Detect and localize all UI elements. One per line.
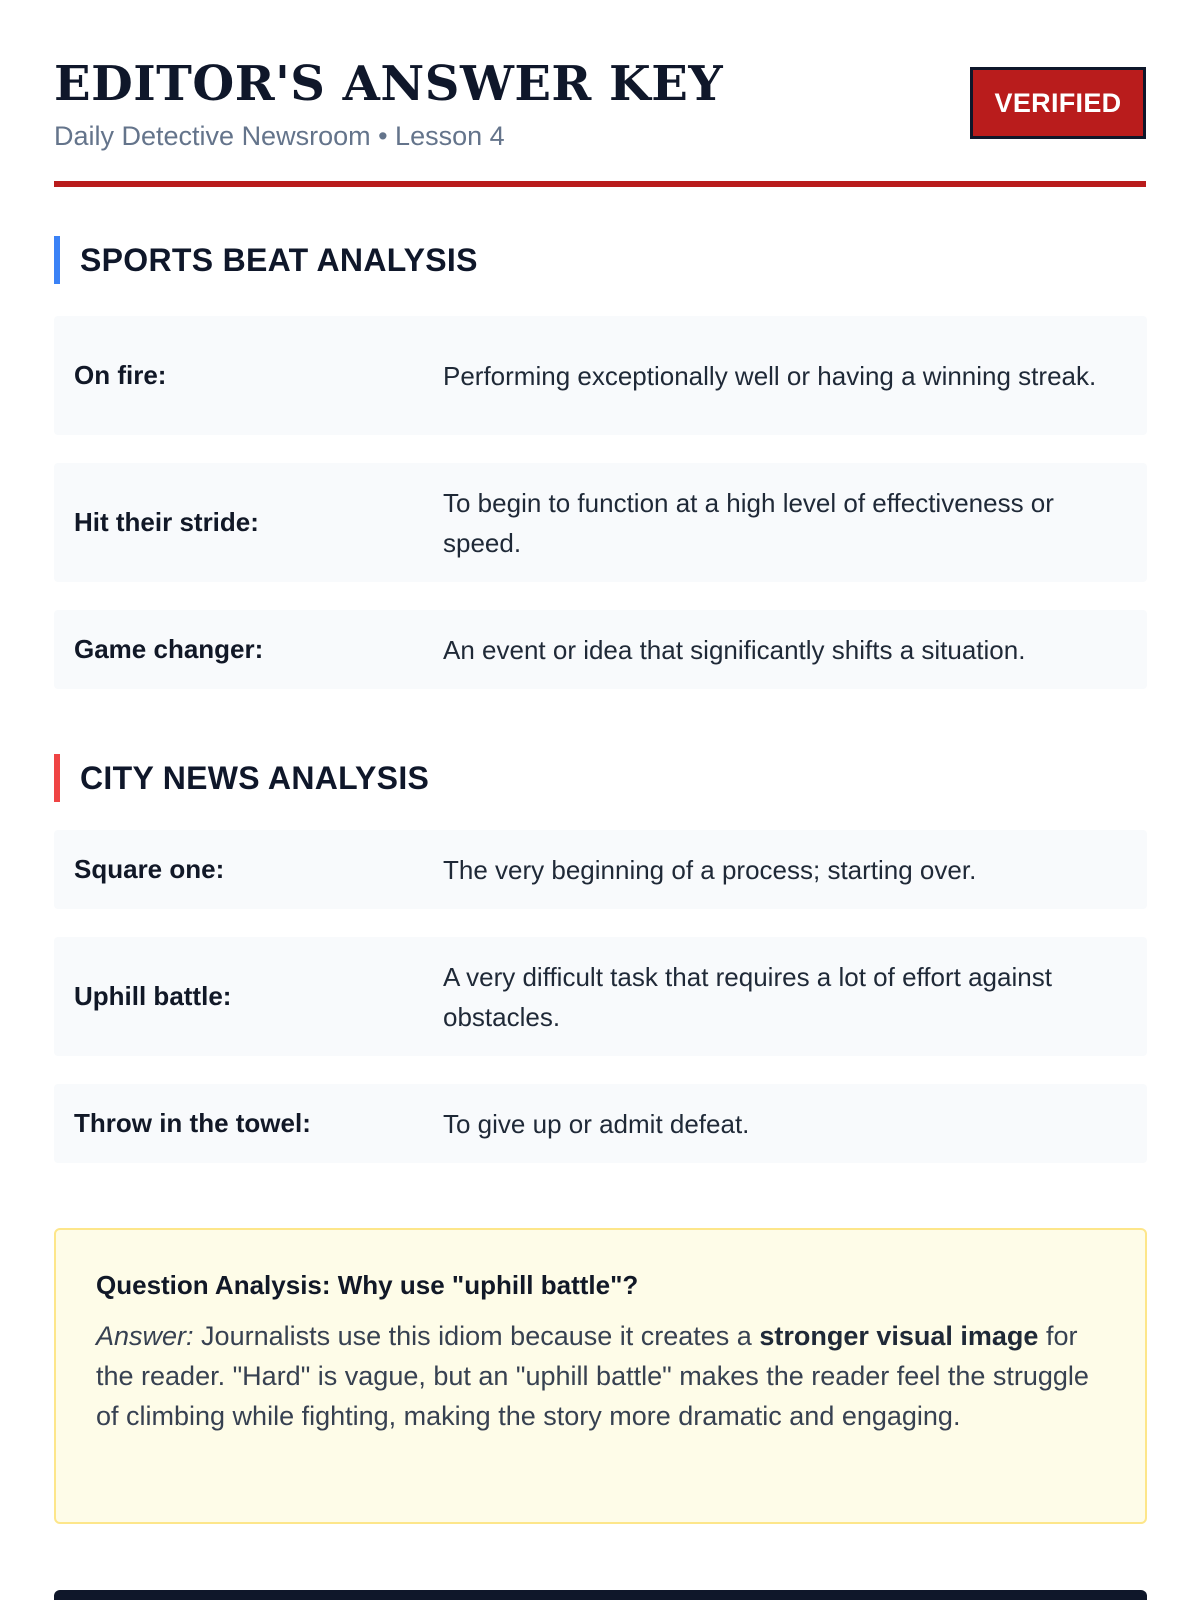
section-accent-bar <box>54 754 60 802</box>
callout-question: Question Analysis: Why use "uphill battle"? <box>96 1270 639 1300</box>
term-row <box>54 937 1147 1056</box>
term-definition: Performing exceptionally well or having a winning streak. <box>443 360 1097 391</box>
section-heading-city <box>54 754 429 802</box>
term-label: Uphill battle: <box>74 981 232 1011</box>
term-row <box>54 610 1147 689</box>
page-subtitle: Daily Detective Newsroom • Lesson 4 <box>54 121 505 151</box>
term-definition: To begin to function at a high level of effectiveness or speed. <box>443 487 1054 558</box>
answer-label: Answer: <box>96 1321 194 1351</box>
term-definition: The very beginning of a process; starting over. <box>443 854 977 885</box>
page-header <box>54 48 1146 188</box>
question-analysis-callout <box>54 1228 1147 1524</box>
answer-emphasis: stronger visual image <box>759 1321 1039 1351</box>
footer-bar <box>54 1590 1147 1600</box>
term-definition: An event or idea that significantly shifts a situation. <box>443 634 1026 665</box>
term-label: Hit their stride: <box>74 507 259 537</box>
term-row <box>54 463 1147 582</box>
term-definition: A very difficult task that requires a lot of effort against obstacles. <box>443 961 1052 1032</box>
term-row <box>54 316 1147 435</box>
section-heading-label: SPORTS BEAT ANALYSIS <box>80 242 478 278</box>
term-label: Throw in the towel: <box>74 1108 311 1138</box>
term-label: Game changer: <box>74 634 264 664</box>
term-row <box>54 830 1147 909</box>
term-label: On fire: <box>74 360 167 390</box>
answer-text-part2: for the reader. "Hard" is vague, but an "uphill battle" makes the reader feel the struggle of climbing while fighting, making the story more dramatic and engaging. <box>96 1321 1089 1431</box>
header-divider <box>54 181 1146 187</box>
verified-badge: VERIFIED <box>970 67 1146 139</box>
answer-text-part1: Journalists use this idiom because it creates a <box>193 1321 760 1351</box>
callout-answer <box>96 1316 1105 1436</box>
section-heading-label: CITY NEWS ANALYSIS <box>80 760 430 796</box>
section-accent-bar <box>54 236 60 284</box>
term-definition: To give up or admit defeat. <box>443 1108 750 1139</box>
term-row <box>54 1084 1147 1163</box>
term-label: Square one: <box>74 854 225 884</box>
page-title: EDITOR'S ANSWER KEY <box>54 56 724 112</box>
section-heading-sports <box>54 236 478 284</box>
